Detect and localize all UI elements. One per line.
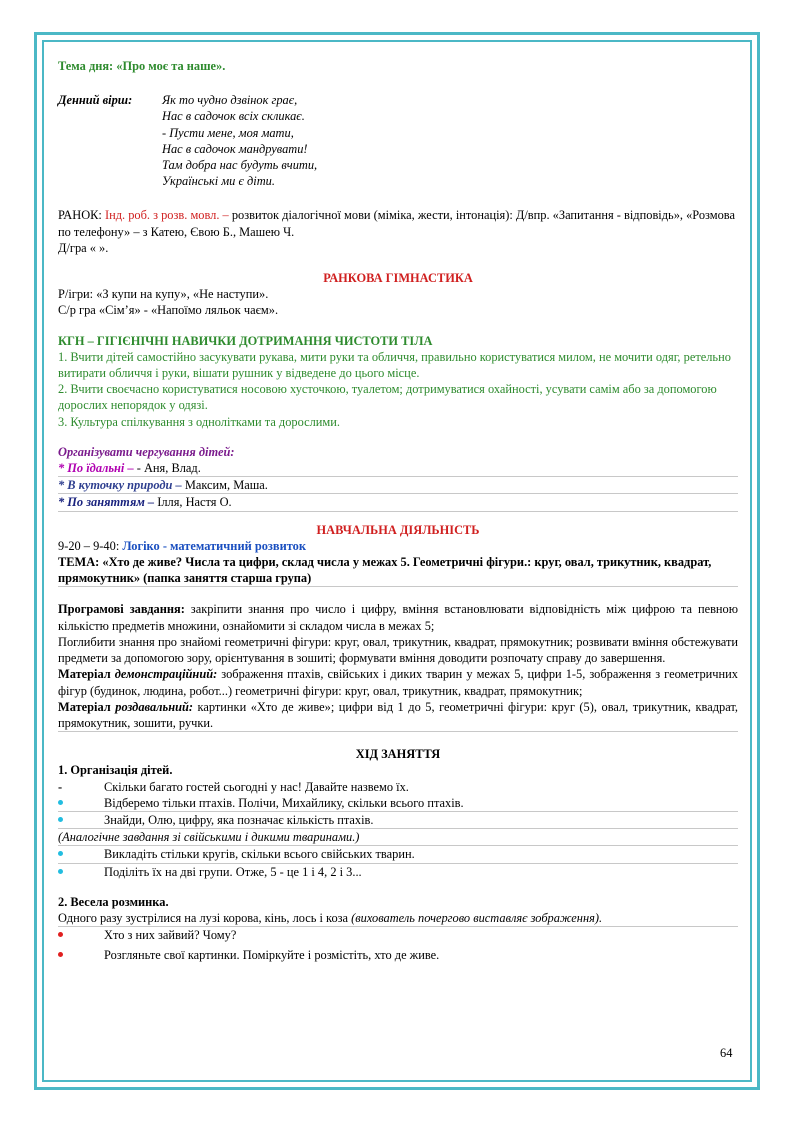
meeting-note: (вихователь почергово виставляє зображення). xyxy=(351,910,603,925)
page-number: 64 xyxy=(720,1046,733,1060)
bullet-dot-icon xyxy=(58,851,63,856)
material-label: Матеріал xyxy=(58,699,116,714)
duty-title: Організувати чергування дітей: xyxy=(58,444,235,459)
list-item-text: Відберемо тільки птахів. Полічи, Михайлику, скільки всього птахів. xyxy=(104,795,464,810)
list-item xyxy=(58,927,738,943)
day-topic: Тема дня: «Про моє та наше». xyxy=(58,59,226,73)
lesson-note: (Аналогічне завдання зі свійськими і дикими тваринами.) xyxy=(58,829,738,846)
duty-label: * В куточку природи – xyxy=(58,478,185,493)
list-item xyxy=(58,846,738,863)
bullet-dot-icon xyxy=(58,869,63,874)
bullet-dot-icon xyxy=(58,800,63,805)
duty-label: * По їдальні – xyxy=(58,461,137,476)
duty-names: Максим, Маша. xyxy=(184,478,268,493)
program-tasks-2: Поглибити знання про знайомі геометричні фігури: круг, овал, трикутник, квадрат, прямокутник; розвивати вміння обстежувати предмети за допомогою зору, орієнтування в зошиті; формувати вміння доводити розпочату справу до завершення. xyxy=(58,634,738,666)
gymnastics-line: С/р гра «Сім’я» - «Напоїмо ляльок чаєм». xyxy=(58,303,279,318)
meeting-text xyxy=(58,910,738,927)
tasks-label: Програмові завдання: xyxy=(58,602,185,617)
material-type: роздавальний: xyxy=(115,699,193,714)
duty-names: Ілля, Настя О. xyxy=(157,495,232,510)
verse-line: Нас в садочок всіх скликає. xyxy=(162,109,305,124)
section-2-title: 2. Весела розминка. xyxy=(58,894,169,909)
lesson-theme: ТЕМА: «Хто де живе? Числа та цифри, склад числа у межах 5. Геометричні фігури.: круг, овал, трикутник, квадрат, прямокутник» (папка заняття старша група) xyxy=(58,554,738,587)
material-type: демонстраційний: xyxy=(114,667,218,682)
duty-names: - Аня, Влад. xyxy=(136,461,201,476)
list-item xyxy=(58,947,738,963)
list-item xyxy=(58,795,738,812)
duty-label: * По заняттям – xyxy=(58,495,158,510)
morning-label: РАНОК: xyxy=(58,208,105,223)
section-1-title: 1. Організація дітей. xyxy=(58,763,173,778)
material-handout xyxy=(58,699,738,732)
bullet-dot-icon xyxy=(58,952,63,957)
material-text: зображення птахів, свійських і диких тварин у межах 5, цифри 1-5, зображення з геометричних фігур (будинок, людина, робот...) геометричні фігури: круг, овал, трикутник, квадрат, прямокутник; xyxy=(58,667,738,698)
duty-item xyxy=(58,494,738,511)
list-item-text: Поділіть їх на дві групи. Отже, 5 - це 1 і 4, 2 і 3... xyxy=(104,864,362,879)
list-item xyxy=(58,864,738,880)
daily-verse xyxy=(58,92,738,189)
bullet-dot-icon xyxy=(58,932,63,937)
list-item-text: Скільки багато гостей сьогодні у нас! Давайте назвемо їх. xyxy=(104,779,409,794)
list-item xyxy=(58,812,738,829)
morning-game: Д/гра « ». xyxy=(58,240,109,255)
learning-time xyxy=(58,538,738,554)
list-item-text: Знайди, Олю, цифру, яка позначає кількість птахів. xyxy=(104,812,374,827)
kgn-title: КГН – ГІГІЄНІЧНІ НАВИЧКИ ДОТРИМАННЯ ЧИСТОТИ ТІЛА xyxy=(58,333,433,348)
meeting-sentence: Одного разу зустрілися на лузі корова, кінь, лось і коза xyxy=(58,910,352,925)
list-item-text: Розгляньте свої картинки. Поміркуйте і розмістіть, хто де живе. xyxy=(104,948,440,963)
material-text: картинки «Хто де живе»; цифри від 1 до 5, геометричні фігури: круг (5), овал, трикутник, квадрат, прямокутник, зошити, ручки. xyxy=(58,699,739,730)
list-item-text: Хто з них зайвий? Чому? xyxy=(104,928,237,943)
gymnastics-title: РАНКОВА ГІМНАСТИКА xyxy=(323,271,473,286)
verse-line: - Пусти мене, моя мати, xyxy=(162,125,294,140)
verse-line: Нас в садочок мандрувати! xyxy=(162,141,308,156)
duty-item xyxy=(58,477,738,494)
lesson-subject: Логіко - математичний розвиток xyxy=(122,538,306,553)
list-item xyxy=(58,779,738,795)
morning-paragraph xyxy=(58,207,738,239)
verse-line: Як то чудно дзвінок грає, xyxy=(162,93,298,108)
kgn-item: 3. Культура спілкування з однолітками та дорослими. xyxy=(58,414,340,429)
kgn-item: 2. Вчити своєчасно користуватися носовою хусточкою, туалетом; дотримуватися охайності, усувати самім або за допомогою дорослих непорядок у одязі. xyxy=(58,382,717,413)
document-body xyxy=(58,58,738,964)
verse-lines xyxy=(162,92,317,189)
material-demo xyxy=(58,666,738,698)
gymnastics-line: Р/ігри: «З купи на купу», «Не наступи». xyxy=(58,287,269,302)
morning-work-type: Інд. роб. з розв. мовл. – xyxy=(104,208,232,223)
dash-bullet-icon: - xyxy=(58,779,63,794)
material-label: Матеріал xyxy=(58,667,115,682)
tasks-text: закріпити знання про число і цифру, вміння встановлювати відповідність між цифрою та певною кількістю предметів множини, ознайомити зі складом числа в межах 5; xyxy=(58,602,739,633)
verse-label: Денний вірш: xyxy=(58,93,133,108)
lesson-time: 9-20 – 9-40: xyxy=(58,538,123,553)
list-item-text: Викладіть стільки кругів, скільки всього свійських тварин. xyxy=(104,847,415,862)
lesson-progress-title: ХІД ЗАНЯТТЯ xyxy=(355,747,441,762)
program-tasks xyxy=(58,601,738,633)
verse-line: Там добра нас будуть вчити, xyxy=(162,158,318,173)
duty-item xyxy=(58,460,738,477)
kgn-item: 1. Вчити дітей самостійно засукувати рукава, мити руки та обличчя, правильно користуватися милом, не мочити одяг, ретельно витирати обличчя і руки, вішати рушник у відведене до цього місце. xyxy=(58,349,731,381)
learning-title: НАВЧАЛЬНА ДІЯЛЬНІСТЬ xyxy=(316,522,480,537)
verse-line: Українські ми є діти. xyxy=(162,174,275,189)
morning-text: розвиток діалогічної мови (міміка, жести, інтонація): Д/впр. «Запитання - відповідь», «Розмова по телефону» – з Катею, Євою Б., Машею Ч. xyxy=(58,208,735,239)
bullet-dot-icon xyxy=(58,817,63,822)
